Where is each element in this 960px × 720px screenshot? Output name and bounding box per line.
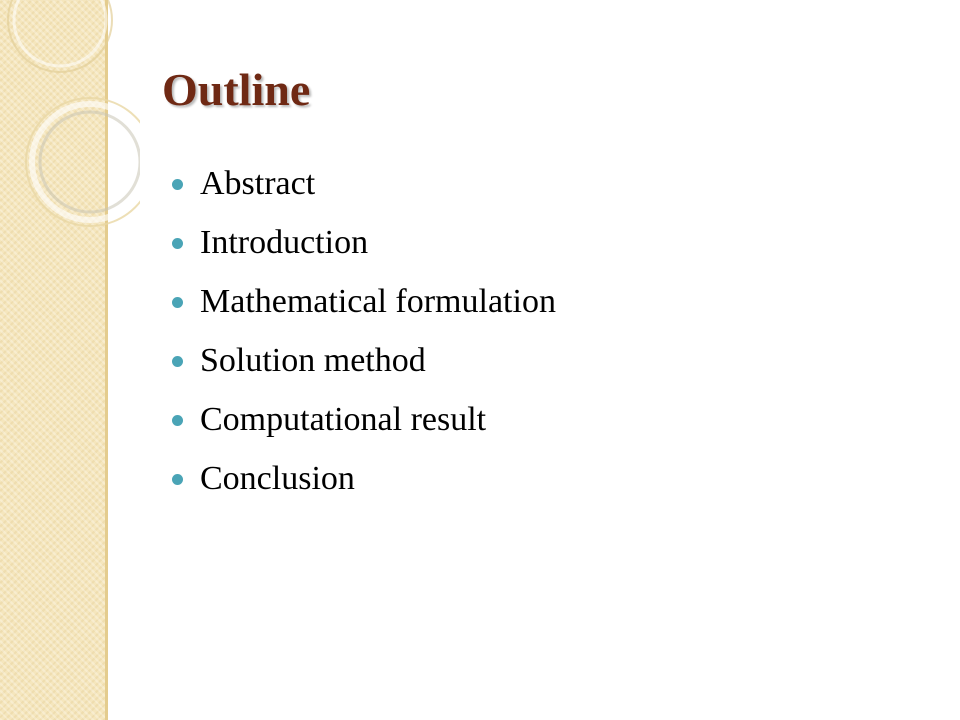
list-item (172, 457, 556, 516)
slide-title: Outline (162, 64, 311, 115)
bullet-list (172, 162, 556, 516)
bullet-text: Abstract (200, 165, 316, 202)
bullet-text: Conclusion (200, 460, 355, 497)
list-item (172, 398, 556, 457)
list-item (172, 339, 556, 398)
bullet-text: Solution method (200, 342, 426, 379)
list-item (172, 221, 556, 280)
decorative-rings-icon (0, 0, 140, 260)
bullet-dot-icon (172, 356, 183, 367)
list-item (172, 162, 556, 221)
list-item (172, 280, 556, 339)
bullet-dot-icon (172, 297, 183, 308)
bullet-text: Computational result (200, 401, 487, 438)
bullet-dot-icon (172, 474, 183, 485)
bullet-dot-icon (172, 238, 183, 249)
bullet-text: Introduction (200, 224, 369, 261)
bullet-text: Mathematical formulation (200, 283, 556, 320)
bullet-dot-icon (172, 179, 183, 190)
bullet-dot-icon (172, 415, 183, 426)
